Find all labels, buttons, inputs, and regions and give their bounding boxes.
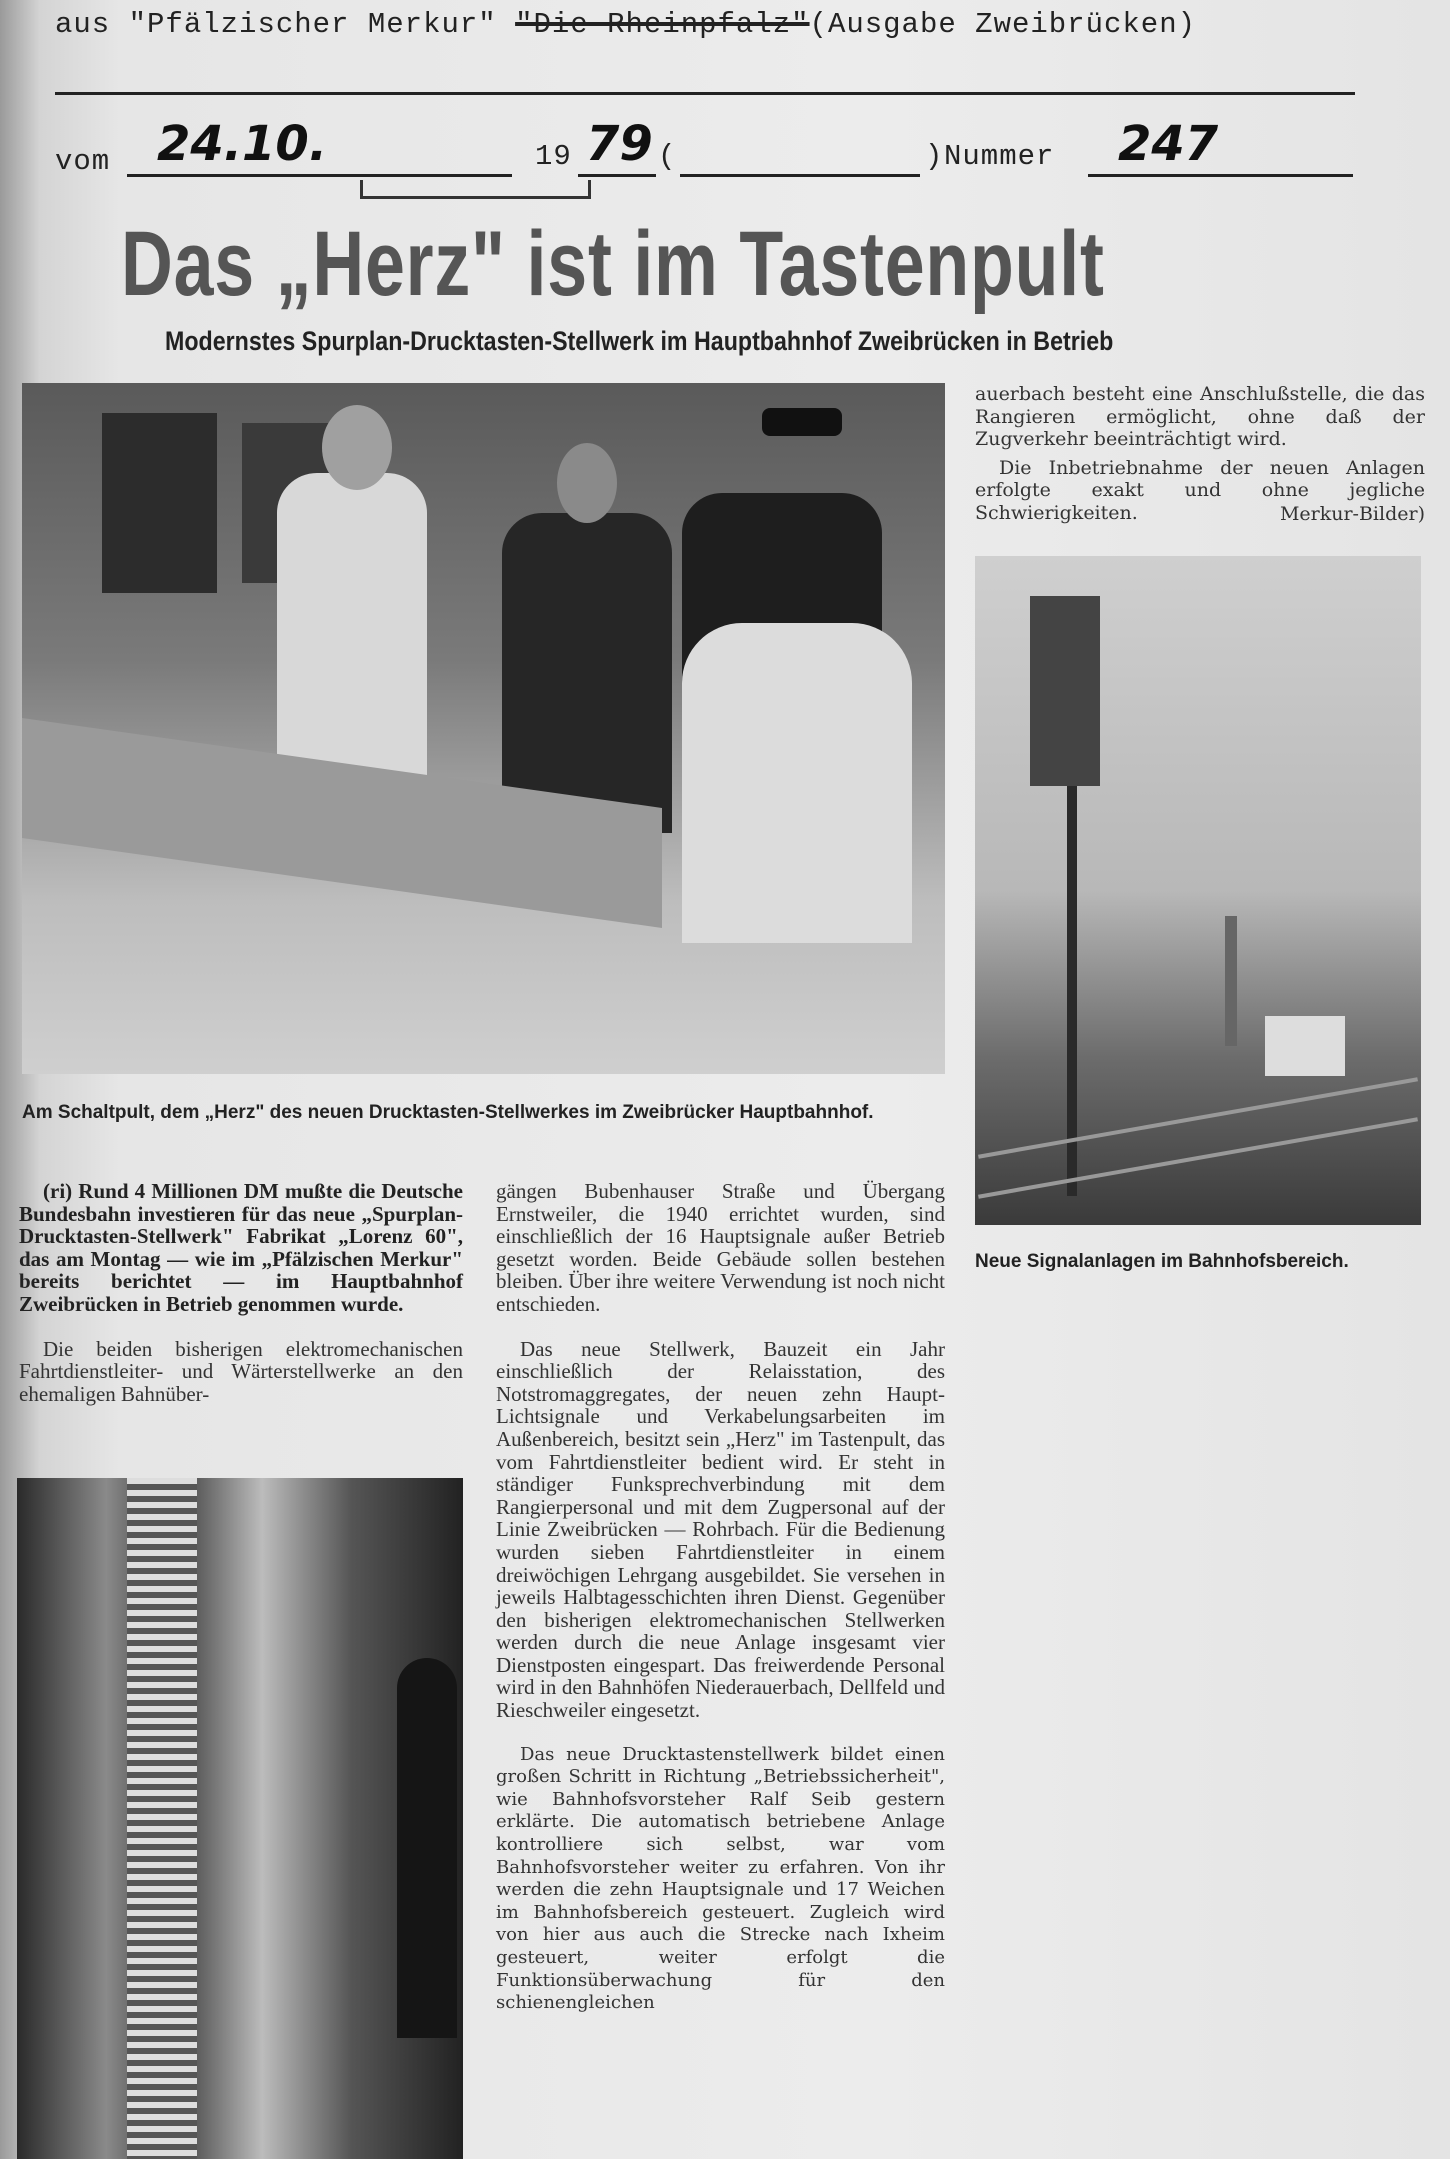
paren-close: ) [925, 140, 944, 173]
col3-paragraph-2: Die Inbetriebnahme der neuen Anlagen erfolgte exakt und ohne jegliche Schwierigkeiten. [975, 456, 1425, 524]
blank-field [680, 122, 920, 177]
photo-signal-installation [975, 556, 1421, 1225]
col2-paragraph-1: gängen Bubenhauser Straße und Übergang Ernstweiler, die 1940 errichtet wurden, sind einschließlich der 16 Hauptsignale außer Betrieb gesetzt worden. Beide Gebäude sollen bestehen bleiben. Über ihre weitere Verwendung ist noch nicht entschieden. [496, 1179, 945, 1316]
source-edition: (Ausgabe Zweibrücken) [809, 8, 1197, 41]
number-value: 247 [1118, 116, 1219, 172]
photo-signal-caption: Neue Signalanlagen im Bahnhofsbereich. [975, 1251, 1349, 1272]
photo-control-panel [22, 383, 945, 1074]
col2-paragraph-2: Das neue Stellwerk, Bauzeit ein Jahr einschließlich der Relaisstation, des Notstromaggregates, der neuen zehn Haupt-Lichtsignale und Verkabelungsarbeiten im Außenbereich, besitzt sein „Herz" im Tastenpult, das vom Fahrtdienstleiter bedient wird. Er steht in ständiger Funksprechverbindung mit dem Rangierpersonal und mit dem Zugpersonal auf der Linie Zweibrücken — Rohrbach. Für die Bedienung wurden sieben Fahrtdienstleiter in einem dreiwöchigen Lehrgang ausgebildet. Sie versehen in jeweils Halbtagesschichten ihren Dienst. Gegenüber den bisherigen elektromechanischen Stellwerken werden durch die neue Anlage insgesamt vier Dienstposten eingespart. Das freiwerdende Personal wird in den Bahnhöfen Niederauerbach, Dellfeld und Rieschweiler eingesetzt. [496, 1336, 945, 1723]
photo-relay-station [17, 1478, 463, 2159]
headline: Das „Herz" ist im Tastenpult [121, 213, 1105, 315]
col1-paragraph-2: Die beiden bisherigen elektromechanischen Fahrtdienstleiter- und Wärterstellwerke an den ehemaligen Bahnüber- [19, 1336, 463, 1406]
paren-open: ( [658, 140, 677, 173]
article-column-2 [496, 1180, 945, 2037]
year-field [578, 116, 656, 177]
source-prefix: aus [55, 8, 111, 41]
header-rule [55, 92, 1355, 95]
photo-credit: Merkur-Bilder) [1279, 502, 1425, 525]
bracket-mark [360, 180, 591, 199]
article-column-1 [19, 1180, 463, 1427]
source-paper-merkur: "Pfälzischer Merkur" [128, 8, 497, 41]
vom-label: vom [55, 145, 111, 178]
photo-control-panel-caption: Am Schaltpult, dem „Herz" des neuen Drucktasten-Stellwerkes im Zweibrücker Hauptbahnhof. [22, 1102, 874, 1123]
article-column-3 [975, 383, 1425, 525]
date-field [127, 116, 512, 177]
date-value: 24.10. [157, 116, 328, 172]
nummer-label: Nummer [944, 140, 1055, 173]
source-line [55, 8, 1196, 41]
year-value: 79 [586, 116, 653, 172]
source-paper-rheinpfalz-struck: "Die Rheinpfalz" [515, 8, 810, 41]
subheadline: Modernstes Spurplan-Drucktasten-Stellwerk im Hauptbahnhof Zweibrücken in Betrieb [165, 326, 1114, 356]
col3-paragraph-1: auerbach besteht eine Anschlußstelle, die das Rangieren ermöglicht, ohne daß der Zugverkehr beeinträchtigt wird. [975, 383, 1425, 451]
col2-paragraph-3: Das neue Drucktastenstellwerk bildet einen großen Schritt in Richtung „Betriebssicherheit", wie Bahnhofsvorsteher Ralf Seib gestern erklärte. Die automatisch betriebene Anlage kontrolliere sich selbst, war vom Bahnhofsvorsteher weiter zu erfahren. Von ihr werden die zehn Hauptsignale und 17 Weichen im Bahnhofsbereich gesteuert. Zugleich wird von hier aus auch die Strecke nach Ixheim gesteuert, weiter erfolgt die Funktionsüberwachung für den schienengleichen [496, 1743, 945, 2014]
lead-paragraph: (ri) Rund 4 Millionen DM mußte die Deutsche Bundesbahn investieren für das neue „Spurplan-Drucktasten-Stellwerk" Fabrikat „Lorenz 60", das am Montag — wie im „Pfälzischen Merkur" bereits berichtet — im Hauptbahnhof Zweibrücken in Betrieb genommen wurde. [19, 1179, 463, 1316]
number-field [1088, 116, 1353, 177]
year-prefix: 19 [535, 140, 572, 173]
